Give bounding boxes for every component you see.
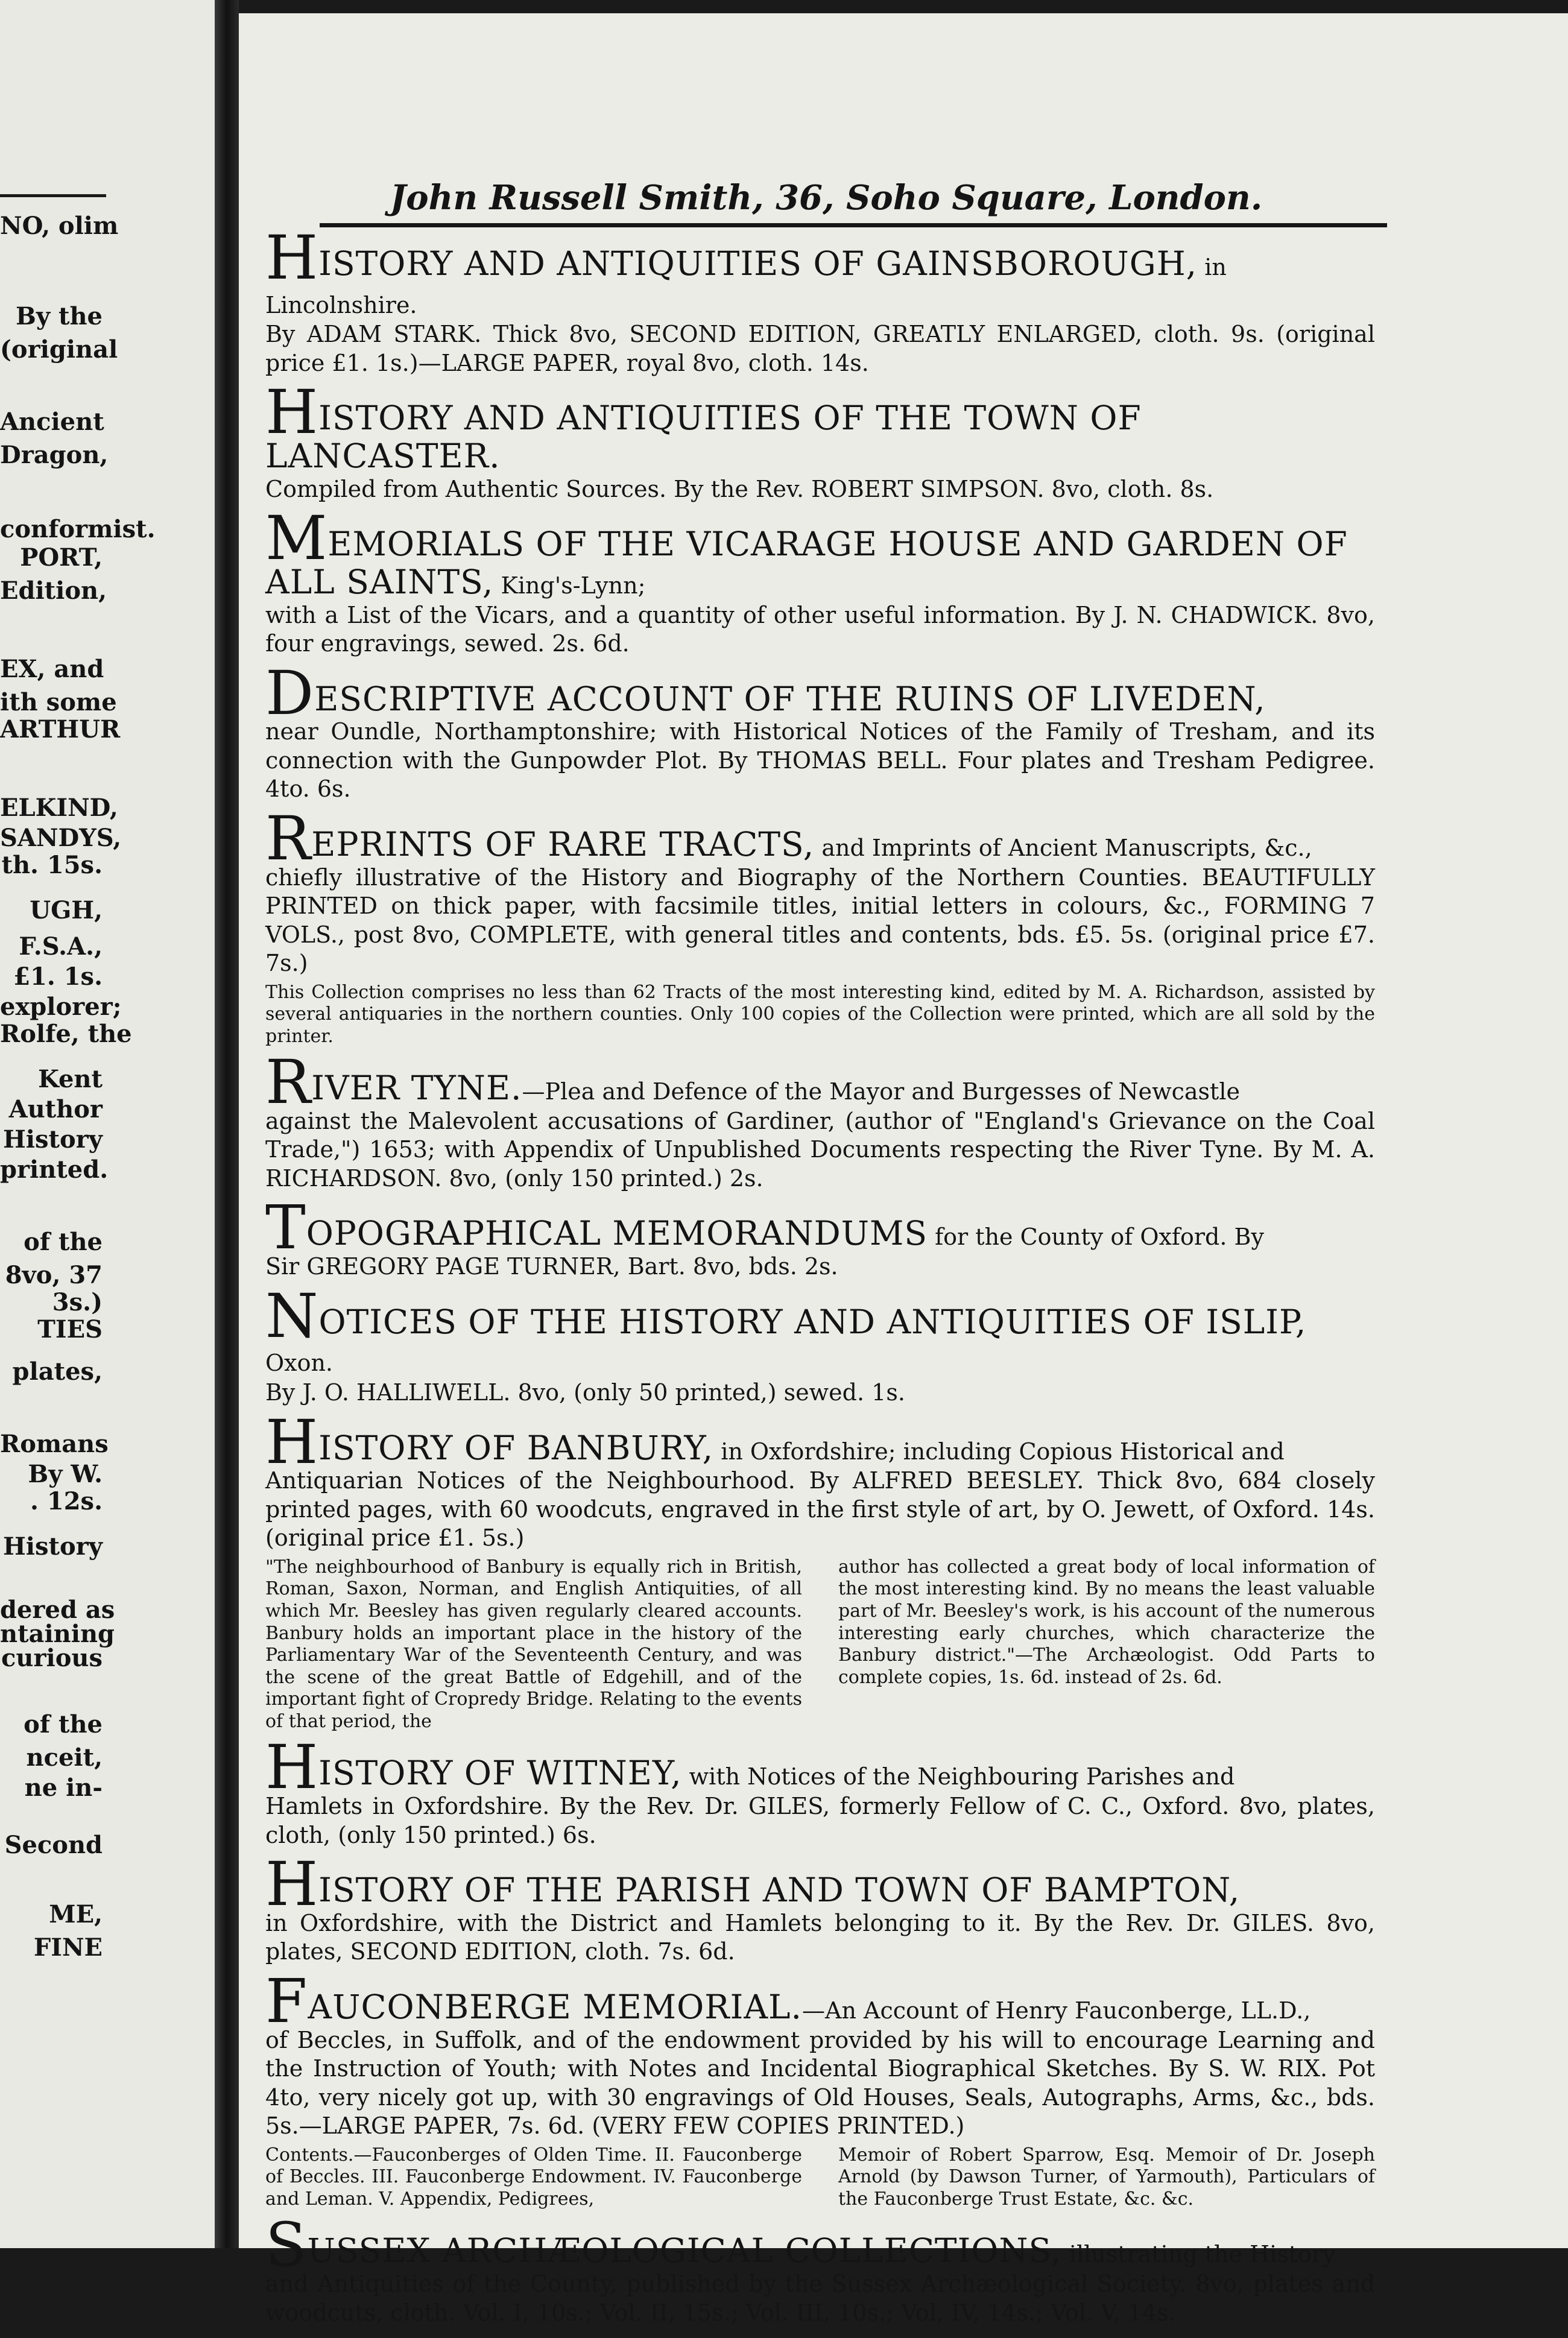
facing-page-text-fragment: Kent xyxy=(38,1065,103,1093)
entry-title-text: OTICES OF THE HISTORY AND ANTIQUITIES OF ISLIP, xyxy=(318,1302,1307,1341)
drop-initial: H xyxy=(265,1849,319,1920)
facing-page-text-fragment: By the xyxy=(16,302,103,330)
book-gutter xyxy=(215,0,239,2248)
note-column-right: author has collected a great body of local information of the most interesting kind. By no means the least valuable part of Mr. Beesley's work, is his account of the numerous interesting early churches, which characterize the Banbury district."—The Archæologist. Odd Parts to complete copies, 1s. 6d. instead of 2s. 6d. xyxy=(838,1556,1375,1688)
entry-title xyxy=(265,1280,1375,1379)
entry-title xyxy=(265,1406,1375,1477)
entry-description: against the Malevolent accusations of Gardiner, (author of "England's Grievance on the Coal Trade,") 1653; with Appendix of Unpublished Documents respecting the River Tyne. By M. A. RICHARDSON. 8vo, (only 150 printed.) 2s. xyxy=(265,1107,1375,1192)
facing-page-text-fragment: ARTHUR xyxy=(0,715,121,744)
catalogue-entry xyxy=(265,657,1375,804)
entry-title-continuation: in Lincolnshire. xyxy=(265,254,1227,318)
entry-title xyxy=(265,1849,1375,1920)
drop-initial: H xyxy=(265,223,319,293)
drop-initial: H xyxy=(265,1406,319,1477)
facing-page-text-fragment: th. 15s. xyxy=(1,851,103,879)
catalogue-entry xyxy=(265,1280,1375,1408)
catalogue-entry xyxy=(265,1406,1375,1733)
entry-title-continuation: with Notices of the Neighbouring Parishes and xyxy=(681,1763,1235,1790)
facing-page-text-fragment: Second xyxy=(4,1831,103,1859)
entry-title-text: ISTORY OF THE PARISH AND TOWN OF BAMPTON, xyxy=(318,1871,1241,1910)
facing-page-text-fragment: Author xyxy=(8,1095,103,1123)
entry-title-text: IVER TYNE. xyxy=(311,1069,522,1108)
catalogue-entry xyxy=(265,803,1375,1047)
running-title: John Russell Smith, 36, Soho Square, London. xyxy=(390,178,1263,218)
entry-description: with a List of the Vicars, and a quantity of other useful information. By J. N. CHADWICK. 8vo, four engravings, sewed. 2s. 6d. xyxy=(265,601,1375,657)
facing-page-rule xyxy=(0,194,106,197)
entry-title-text: ISTORY AND ANTIQUITIES OF GAINSBOROUGH, xyxy=(318,244,1198,283)
entry-title-text: ISTORY OF BANBURY, xyxy=(318,1428,714,1467)
entry-title xyxy=(265,1965,1375,2036)
drop-initial: T xyxy=(265,1192,306,1263)
entry-description: By ADAM STARK. Thick 8vo, SECOND EDITION, GREATLY ENLARGED, cloth. 9s. (original price £1. 1s.)—LARGE PAPER, royal 8vo, cloth. 14s. xyxy=(265,321,1375,376)
entry-description: Antiquarian Notices of the Neighbourhood. By ALFRED BEESLEY. Thick 8vo, 684 closely printed pages, with 60 woodcuts, engraved in the first style of art, by O. Jewett, of Oxford. 14s. (original price £1. 5s.) xyxy=(265,1467,1375,1552)
facing-page-text-fragment: Edition, xyxy=(0,577,107,605)
catalogue-entry xyxy=(265,1732,1375,1850)
facing-page-text-fragment: UGH, xyxy=(30,896,103,924)
drop-initial: R xyxy=(265,803,312,874)
entry-title-continuation: in Oxfordshire; including Copious Historical and xyxy=(713,1438,1285,1465)
facing-page-text-fragment: . 12s. xyxy=(30,1487,103,1515)
entry-two-column-note xyxy=(265,1556,1375,1733)
facing-page-text-fragment: FINE xyxy=(33,1933,103,1962)
entry-description: and Antiquities of the County, published by the Sussex Archæological Society. 8vo, plates and woodcuts, cloth. Vol. I, 10s.; Vol. II, 15s.; Vol. III, 10s.; Vol, IV, 14s.; Vol. V, 14s. xyxy=(265,2270,1375,2326)
facing-page-text-fragment: of the xyxy=(24,1228,103,1256)
entry-description: Compiled from Authentic Sources. By the Rev. ROBERT SIMPSON. 8vo, cloth. 8s. xyxy=(265,475,1214,502)
note-column-right: Memoir of Robert Sparrow, Esq. Memoir of Dr. Joseph Arnold (by Dawson Turner, of Yarmouth), Particulars of the Fauconberge Trust Estate, &c. &c. xyxy=(838,2144,1375,2210)
facing-page-text-fragment: £1. 1s. xyxy=(13,962,103,991)
facing-page-text-fragment: F.S.A., xyxy=(19,932,103,961)
entry-title-text: ISTORY OF WITNEY, xyxy=(318,1754,682,1793)
header-rule xyxy=(320,223,1387,227)
note-column-left: "The neighbourhood of Banbury is equally rich in British, Roman, Saxon, Norman, and English Antiquities, of all which Mr. Beesley has given regularly cleared accounts. Banbury holds an important place in the history of the Parliamentary War of the Seventeenth Century, and was the scene of the great Battle of Edgehill, and of the important fight of Cropredy Bridge. Relating to the events of that period, the xyxy=(265,1556,802,1732)
entry-title-continuation: King's-Lynn; xyxy=(493,572,646,599)
entry-title xyxy=(265,1732,1375,1803)
entry-title-text: ISTORY AND ANTIQUITIES OF THE TOWN OF LANCASTER. xyxy=(265,399,1142,476)
entry-title-text: USSEX ARCHÆOLOGICAL COLLECTIONS, xyxy=(307,2231,1062,2270)
entry-description: near Oundle, Northamptonshire; with Historical Notices of the Family of Tresham, and its connection with the Gunpowder Plot. By THOMAS BELL. Four plates and Tresham Pedigree. 4to. 6s. xyxy=(265,718,1375,803)
facing-page-text-fragment: ELKIND, xyxy=(0,794,118,822)
entry-description: By J. O. HALLIWELL. 8vo, (only 50 printed,) sewed. 1s. xyxy=(265,1379,905,1406)
facing-page-text-fragment: ntaining xyxy=(0,1620,115,1648)
facing-page-fragment xyxy=(0,0,215,2248)
facing-page-text-fragment: (original xyxy=(0,335,118,364)
entry-title xyxy=(265,223,1375,320)
catalogue-entry xyxy=(265,2210,1375,2327)
facing-page-text-fragment: Ancient xyxy=(0,408,104,436)
entry-title xyxy=(265,377,1375,476)
drop-initial: R xyxy=(265,1047,312,1118)
facing-page-text-fragment: 8vo, 37 xyxy=(5,1261,103,1289)
entry-title-continuation: Oxon. xyxy=(265,1350,334,1377)
entry-title-text: ESCRIPTIVE ACCOUNT OF THE RUINS OF LIVEDEN, xyxy=(314,679,1266,718)
drop-initial: F xyxy=(265,1965,308,2036)
drop-initial: N xyxy=(265,1280,319,1351)
facing-page-text-fragment: dered as xyxy=(0,1596,115,1624)
catalogue-entry xyxy=(265,377,1375,504)
facing-page-text-fragment: Rolfe, the xyxy=(0,1020,132,1048)
catalogue-entry xyxy=(265,1047,1375,1193)
drop-initial: S xyxy=(265,2210,308,2281)
entry-title xyxy=(265,1047,1375,1118)
entry-title-continuation: and Imprints of Ancient Manuscripts, &c., xyxy=(814,834,1312,861)
facing-page-text-fragment: ne in- xyxy=(24,1774,103,1802)
facing-page-text-fragment: 3s.) xyxy=(52,1288,103,1316)
catalogue-entry xyxy=(265,1849,1375,1967)
note-column-left: Contents.—Fauconberges of Olden Time. II. Fauconberge of Beccles. III. Fauconberge Endowment. IV. Fauconberge and Leman. V. Appendix, Pedigrees, xyxy=(265,2144,802,2210)
facing-page-text-fragment: Dragon, xyxy=(0,441,109,469)
facing-page-text-fragment: curious xyxy=(1,1644,103,1672)
entry-title xyxy=(265,657,1375,728)
catalogue-entries xyxy=(265,223,1375,2338)
entry-title xyxy=(265,2210,1375,2281)
entry-description: in Oxfordshire, with the District and Hamlets belonging to it. By the Rev. Dr. GILES. 8vo, plates, SECOND EDITION, cloth. 7s. 6d. xyxy=(265,1909,1375,1965)
entry-title-continuation: —An Account of Henry Fauconberge, LL.D., xyxy=(802,1997,1311,2024)
facing-page-text-fragment: ith some xyxy=(0,688,117,716)
drop-initial: M xyxy=(265,503,328,574)
facing-page-text-fragment: of the xyxy=(24,1710,103,1739)
facing-page-text-fragment: EX, and xyxy=(0,655,104,683)
facing-page-text-fragment: By W. xyxy=(28,1460,103,1488)
drop-initial: D xyxy=(265,657,315,728)
facing-page-text-fragment: SANDYS, xyxy=(0,824,122,852)
facing-page-text-fragment: printed. xyxy=(0,1155,109,1184)
entry-description: Sir GREGORY PAGE TURNER, Bart. 8vo, bds. 2s. xyxy=(265,1253,838,1280)
entry-title-continuation: illustrating the History xyxy=(1061,2241,1336,2268)
drop-initial: H xyxy=(265,1732,319,1803)
facing-page-text-fragment: explorer; xyxy=(0,993,122,1021)
entry-title xyxy=(265,1192,1375,1263)
entry-title-text: OPOGRAPHICAL MEMORANDUMS xyxy=(306,1214,928,1253)
entry-title-text: AUCONBERGE MEMORIAL. xyxy=(308,1987,803,2026)
entry-description: of Beccles, in Suffolk, and of the endowment provided by his will to encourage Learning and the Instruction of Youth; with Notes and Incidental Biographical Sketches. By S. W. RIX. Pot 4to, very nicely got up, with 30 engravings of Old Houses, Seals, Autographs, Arms, &c., bds. 5s.—LARGE PAPER, 7s. 6d. (VERY FEW COPIES PRINTED.) xyxy=(265,2026,1375,2140)
drop-initial: H xyxy=(265,377,319,448)
facing-page-text-fragment: nceit, xyxy=(26,1743,103,1772)
entry-title xyxy=(265,803,1375,874)
entry-title-text: EMORIALS OF THE VICARAGE HOUSE AND GARDEN OF ALL SAINTS, xyxy=(265,525,1348,601)
catalogue-entry xyxy=(265,1965,1375,2210)
facing-page-text-fragment: plates, xyxy=(12,1357,103,1386)
entry-note: This Collection comprises no less than 62 Tracts of the most interesting kind, edited by M. A. Richardson, assisted by several antiquaries in the northern counties. Only 100 copies of the Collection were printed, which are all sold by the printer. xyxy=(265,981,1375,1047)
facing-page-text-fragment: History xyxy=(3,1532,103,1561)
facing-page-text-fragment: PORT, xyxy=(20,543,103,572)
entry-description: chiefly illustrative of the History and Biography of the Northern Counties. BEAUTIFULLY PRINTED on thick paper, with facsimile titles, initial letters in colours, &c., FORMING 7 VOLS., post 8vo, COMPLETE, with general titles and contents, bds. £5. 5s. (original price £7. 7s.) xyxy=(265,864,1375,976)
entry-title-continuation: for the County of Oxford. By xyxy=(928,1224,1264,1251)
entry-two-column-note xyxy=(265,2144,1375,2211)
entry-description: Hamlets in Oxfordshire. By the Rev. Dr. GILES, formerly Fellow of C. C., Oxford. 8vo, plates, cloth, (only 150 printed.) 6s. xyxy=(265,1793,1375,1848)
facing-page-text-fragment: NO, olim xyxy=(0,212,119,240)
entry-title xyxy=(265,503,1375,601)
facing-page-text-fragment: TIES xyxy=(37,1315,103,1344)
entry-title-continuation: —Plea and Defence of the Mayor and Burgesses of Newcastle xyxy=(522,1078,1240,1105)
facing-page-text-fragment: History xyxy=(3,1125,103,1154)
facing-page-text-fragment: ME, xyxy=(49,1900,103,1929)
catalogue-entry xyxy=(265,223,1375,378)
entry-title-text: EPRINTS OF RARE TRACTS, xyxy=(311,824,815,864)
catalogue-entry xyxy=(265,1192,1375,1281)
facing-page-text-fragment: Romans xyxy=(0,1430,109,1458)
facing-page-text-fragment: conformist. xyxy=(0,515,156,543)
catalogue-entry xyxy=(265,503,1375,658)
